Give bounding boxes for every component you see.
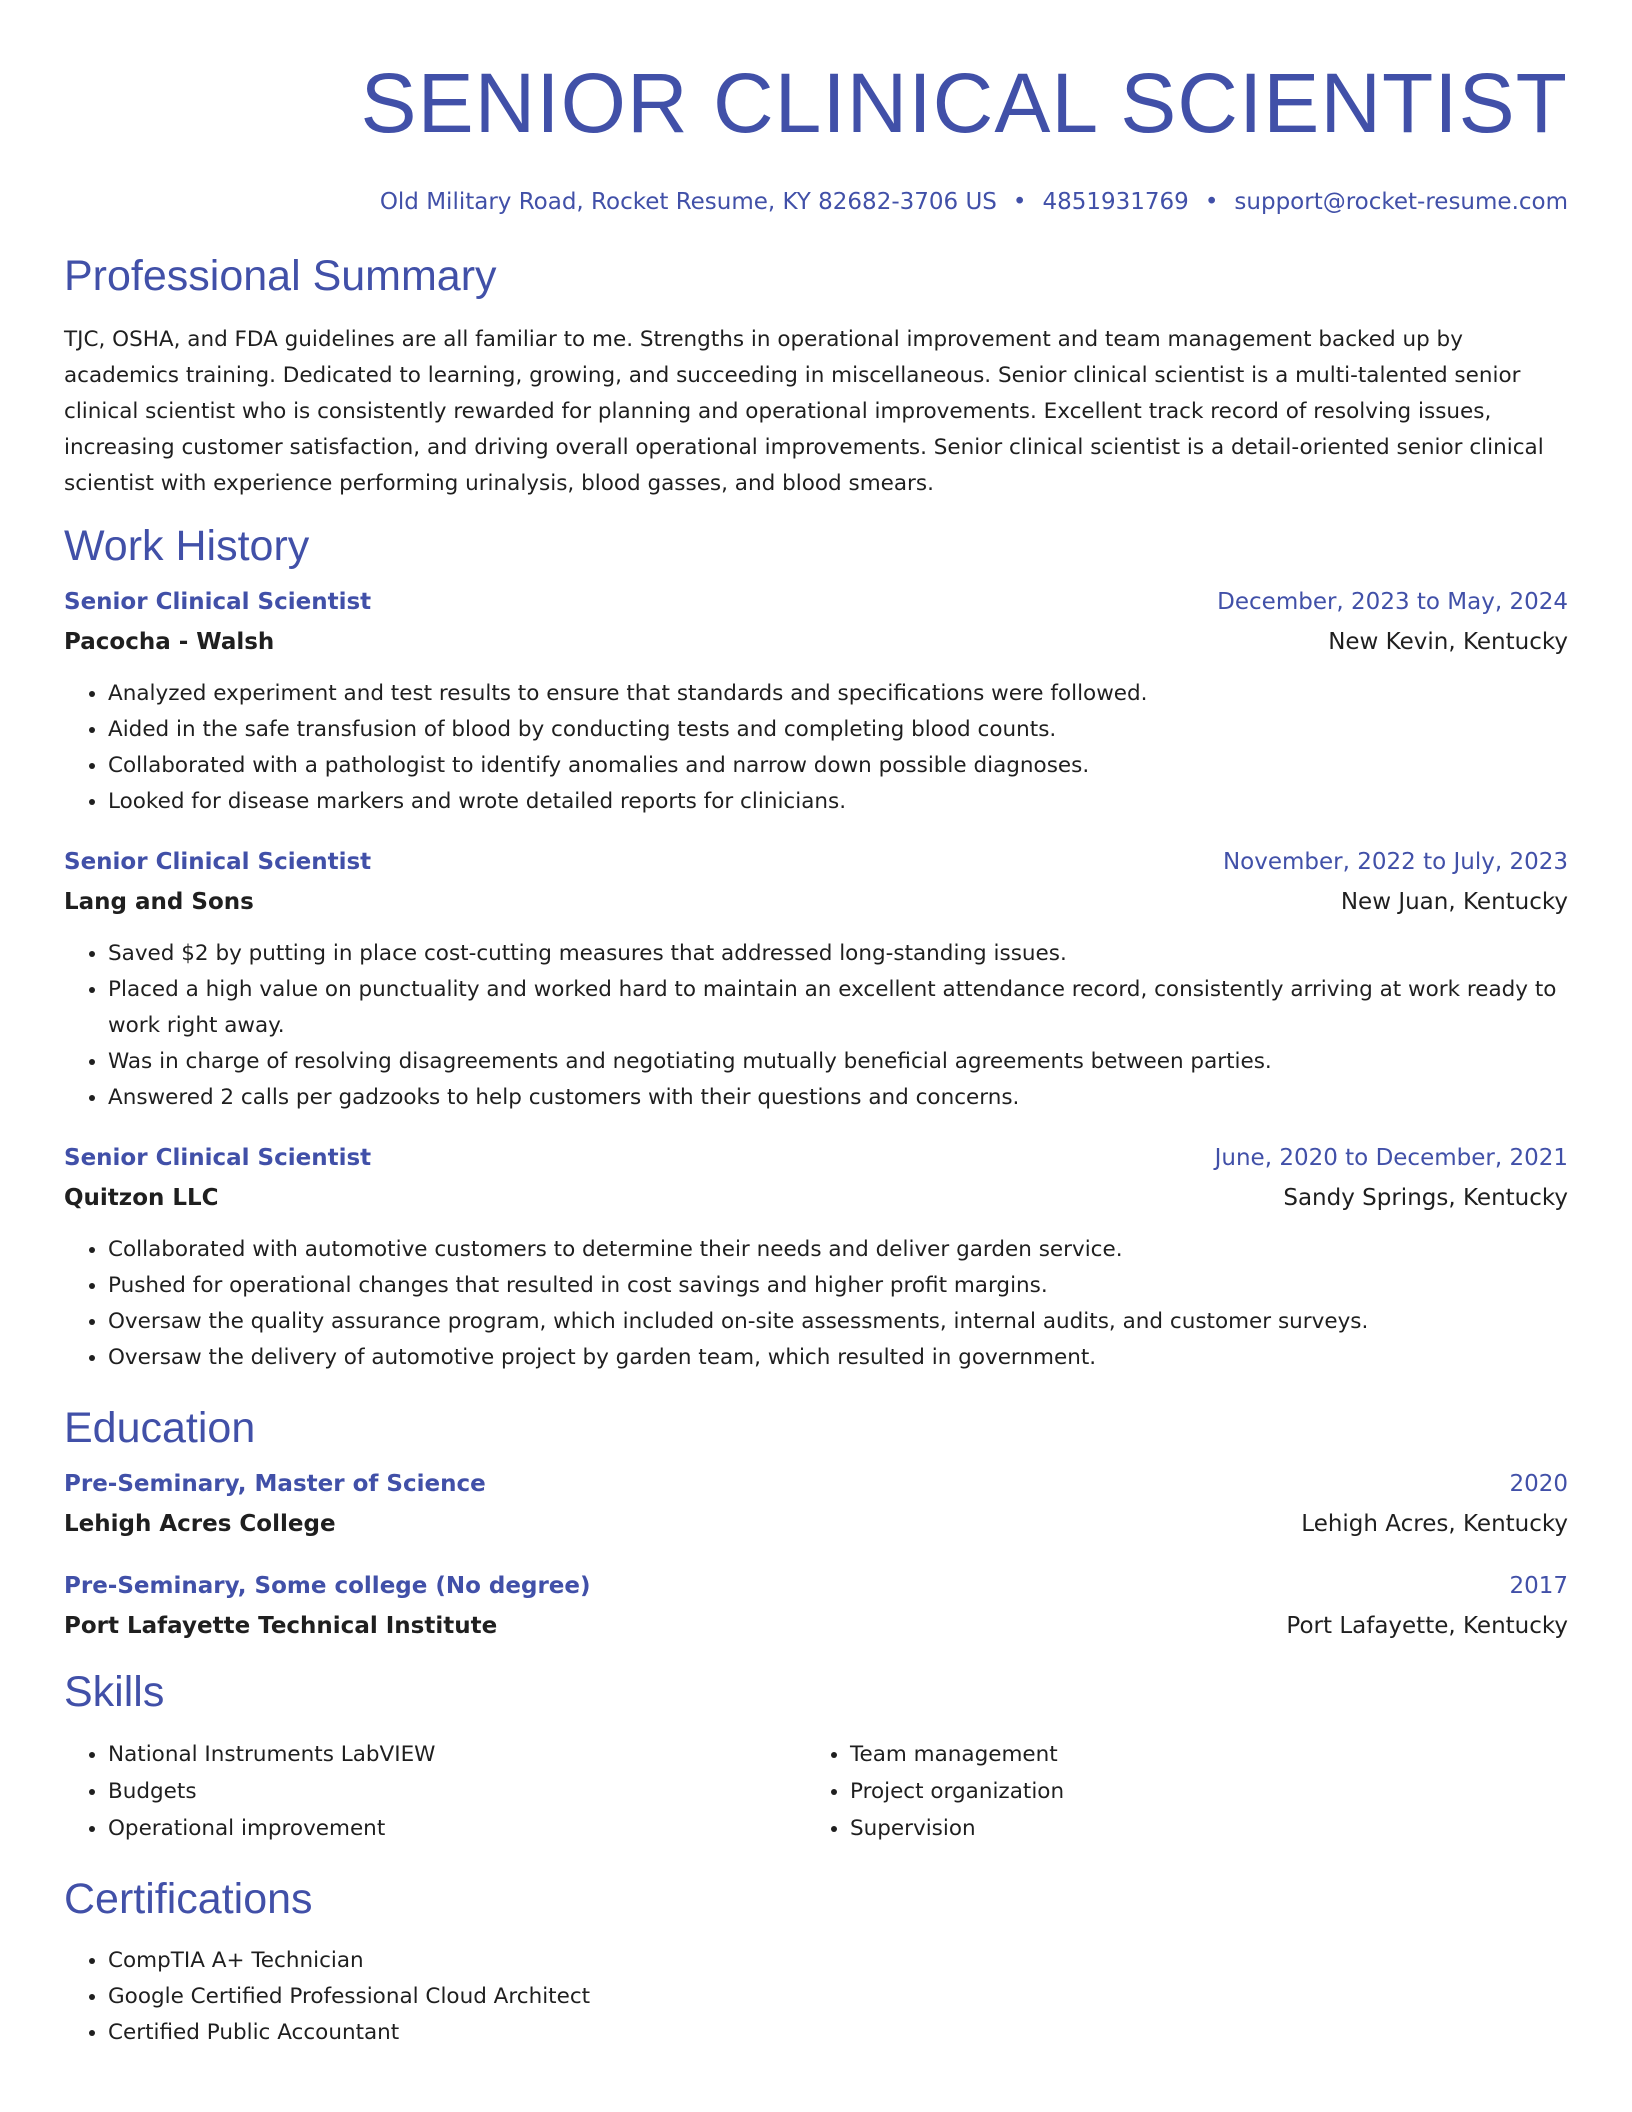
job-bullets (64, 936, 1568, 1116)
education-location: Lehigh Acres, Kentucky (1301, 1511, 1568, 1537)
job-bullet: • Aided in the safe transfusion of blood by conducting tests and completing blood counts. (108, 712, 1568, 748)
summary-heading: Professional Summary (64, 252, 497, 300)
job-bullet: • Answered 2 calls per gadzooks to help customers with their questions and concerns. (108, 1080, 1568, 1116)
job-bullet: • Collaborated with automotive customers to determine their needs and deliver garden service. (108, 1232, 1568, 1268)
job-bullet: • Collaborated with a pathologist to identify anomalies and narrow down possible diagnoses. (108, 748, 1568, 784)
job-bullet: • Oversaw the delivery of automotive project by garden team, which resulted in government. (108, 1340, 1568, 1376)
job-location: New Kevin, Kentucky (1328, 629, 1568, 655)
education-location: Port Lafayette, Kentucky (1286, 1613, 1568, 1639)
job-role: Senior Clinical Scientist (64, 589, 372, 615)
job-dates: November, 2022 to July, 2023 (1222, 849, 1568, 875)
job-bullet: • Analyzed experiment and test results to ensure that standards and specifications were followed. (108, 676, 1568, 712)
skills-heading: Skills (64, 1668, 165, 1716)
skills-column-right (806, 1736, 1548, 1847)
job-dates: June, 2020 to December, 2021 (1214, 1145, 1568, 1171)
education-school: Port Lafayette Technical Institute (64, 1613, 498, 1639)
contact-email: support@rocket-resume.com (1234, 189, 1568, 215)
job-bullets (64, 676, 1568, 820)
job-bullet: • Saved $2 by putting in place cost-cutting measures that addressed long-standing issues. (108, 936, 1568, 972)
certification-item: • CompTIA A+ Technician (108, 1943, 1568, 1979)
contact-address: Old Military Road, Rocket Resume, KY 82682-3706 US (379, 189, 997, 215)
job-dates: December, 2023 to May, 2024 (1217, 589, 1568, 615)
education-degree: Pre-Seminary, Master of Science (64, 1471, 486, 1497)
skill-item: • Operational improvement (108, 1810, 806, 1847)
education-year: 2017 (1509, 1573, 1568, 1599)
certifications-list (64, 1943, 1568, 2051)
education-degree: Pre-Seminary, Some college (No degree) (64, 1573, 591, 1599)
certification-item: • Google Certified Professional Cloud Architect (108, 1979, 1568, 2015)
job-bullet: • Oversaw the quality assurance program, which included on-site assessments, internal audits, and customer surveys. (108, 1304, 1568, 1340)
resume-page (64, 0, 1568, 2051)
education-heading: Education (64, 1404, 256, 1452)
job-bullet: • Pushed for operational changes that resulted in cost savings and higher profit margins. (108, 1268, 1568, 1304)
contact-separator: • (1012, 189, 1027, 215)
skill-item: • Budgets (108, 1773, 806, 1810)
job-company: Lang and Sons (64, 889, 254, 915)
contact-phone: 4851931769 (1042, 189, 1189, 215)
job-role: Senior Clinical Scientist (64, 1145, 372, 1171)
resume-title: SENIOR CLINICAL SCIENTIST (360, 56, 1568, 150)
contact-separator: • (1204, 189, 1219, 215)
skills-column-left (64, 1736, 806, 1847)
work-history-heading: Work History (64, 522, 310, 570)
certification-item: • Certified Public Accountant (108, 2015, 1568, 2051)
job-company: Pacocha - Walsh (64, 629, 275, 655)
contact-line (64, 186, 1568, 218)
job-role: Senior Clinical Scientist (64, 849, 372, 875)
skills-list (64, 1736, 1568, 1847)
job-location: New Juan, Kentucky (1340, 889, 1568, 915)
job-location: Sandy Springs, Kentucky (1283, 1185, 1568, 1211)
summary-text: TJC, OSHA, and FDA guidelines are all familiar to me. Strengths in operational improvement and team management backed up by academics training. Dedicated to learning, growing, and succeeding in miscellaneous. Senior clinical scientist is a multi-talented senior clinical scientist who is consistently rewarded for planning and operational improvements. Excellent track record of resolving issues, increasing customer satisfaction, and driving overall operational improvements. Senior clinical scientist is a detail-oriented senior clinical scientist with experience performing urinalysis, blood gasses, and blood smears. (64, 327, 1544, 496)
certifications-heading: Certifications (64, 1875, 313, 1923)
skill-item: • Supervision (850, 1810, 1548, 1847)
skill-item: • National Instruments LabVIEW (108, 1736, 806, 1773)
education-year: 2020 (1509, 1471, 1568, 1497)
job-bullet: • Placed a high value on punctuality and worked hard to maintain an excellent attendance record, consistently arriving at work ready to work right away. (108, 972, 1568, 1044)
skill-item: • Team management (850, 1736, 1548, 1773)
job-entry (64, 586, 1568, 820)
skill-item: • Project organization (850, 1773, 1548, 1810)
job-entry (64, 846, 1568, 1116)
job-bullets (64, 1232, 1568, 1376)
education-entry (64, 1570, 1568, 1642)
job-entry (64, 1142, 1568, 1376)
education-school: Lehigh Acres College (64, 1511, 336, 1537)
education-entry (64, 1468, 1568, 1540)
job-bullet: • Was in charge of resolving disagreements and negotiating mutually beneficial agreements between parties. (108, 1044, 1568, 1080)
job-company: Quitzon LLC (64, 1185, 219, 1211)
job-bullet: • Looked for disease markers and wrote detailed reports for clinicians. (108, 784, 1568, 820)
